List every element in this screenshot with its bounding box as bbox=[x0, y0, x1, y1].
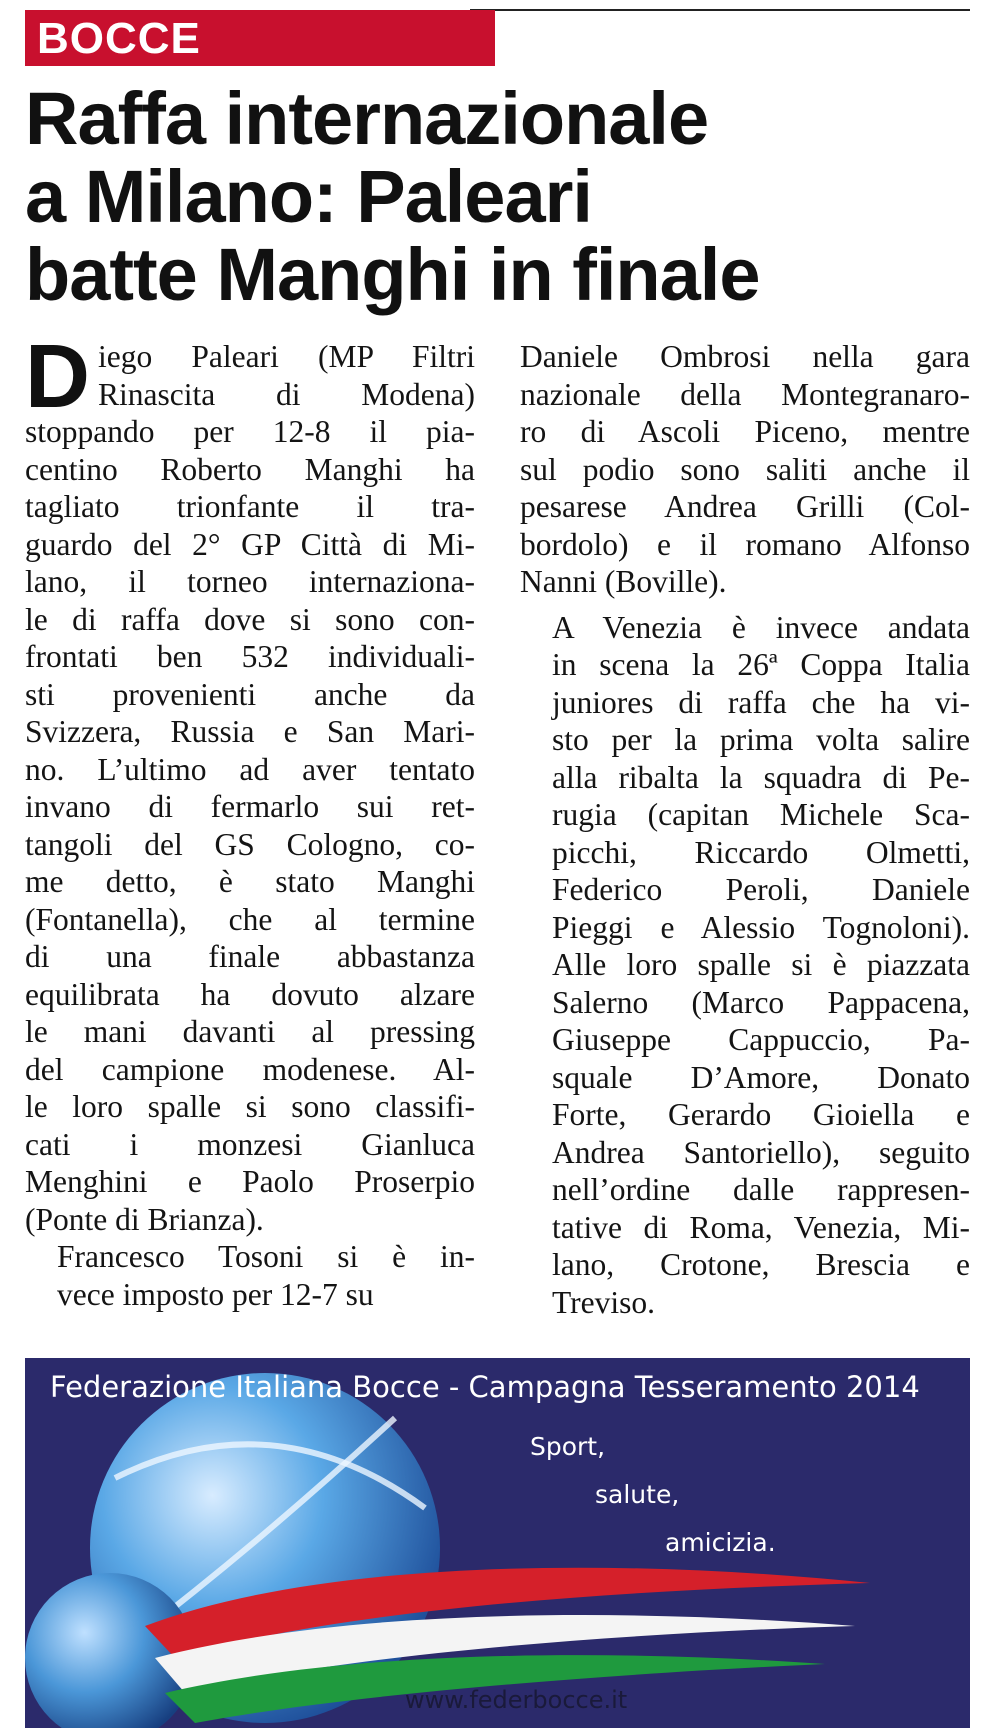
advertisement-banner[interactable] bbox=[25, 1358, 970, 1728]
article-line: di una finale abbastanza bbox=[25, 939, 475, 974]
article-line: centino Roberto Manghi ha bbox=[25, 451, 475, 487]
ad-artwork bbox=[25, 1358, 970, 1728]
article-line: sul podio sono saliti anche il bbox=[520, 451, 970, 487]
article-line: in scena la 26ª Coppa Italia bbox=[552, 647, 970, 682]
article-line: nazionale della Montegranaro- bbox=[520, 376, 970, 412]
headline-line: a Milano: Paleari bbox=[25, 155, 592, 238]
article-line: stoppando per 12-8 il pia- bbox=[25, 414, 475, 449]
headline-line: Raffa internazionale bbox=[25, 77, 709, 160]
headline-line: batte Manghi in finale bbox=[25, 233, 760, 316]
article-line: Daniele Ombrosi nella gara bbox=[520, 339, 970, 374]
article-line: Nanni (Boville). bbox=[520, 564, 727, 599]
article-line: A Venezia è invece andata bbox=[552, 609, 970, 645]
article-line: vece imposto per 12-7 su bbox=[57, 1276, 374, 1312]
ad-title: Federazione Italiana Bocce - Campagna Tesseramento 2014 bbox=[50, 1370, 920, 1404]
ad-slogan-salute: salute, bbox=[595, 1480, 680, 1509]
article-paragraph bbox=[25, 327, 475, 1238]
article-line: cati i monzesi Gianluca bbox=[25, 1126, 475, 1162]
article-line: tative di Roma, Venezia, Mi- bbox=[552, 1209, 970, 1245]
article-line: alla ribalta la squadra di Pe- bbox=[552, 759, 970, 795]
ad-slogan-sport: Sport, bbox=[530, 1432, 606, 1461]
article-line: Forte, Gerardo Gioiella e bbox=[552, 1097, 970, 1132]
article-paragraph bbox=[520, 609, 970, 1322]
ad-slogan-amicizia: amicizia. bbox=[665, 1528, 776, 1557]
article-line: lano, Crotone, Brescia e bbox=[552, 1247, 970, 1282]
article-line: le loro spalle si sono classifi- bbox=[25, 1089, 475, 1124]
article-line: me detto, è stato Manghi bbox=[25, 864, 475, 899]
article-line: Giuseppe Cappuccio, Pa- bbox=[552, 1022, 970, 1057]
article-line: sti provenienti anche da bbox=[25, 676, 475, 712]
article-line: rugia (capitan Michele Sca- bbox=[552, 797, 970, 832]
article-line: Francesco Tosoni si è in- bbox=[57, 1239, 475, 1274]
article-line: Federico Peroli, Daniele bbox=[552, 872, 970, 907]
article-line: le di raffa dove si sono con- bbox=[25, 601, 475, 637]
article-line: Svizzera, Russia e San Mari- bbox=[25, 714, 475, 749]
article-line: equilibrata ha dovuto alzare bbox=[25, 976, 475, 1012]
article-line: Menghini e Paolo Proserpio bbox=[25, 1164, 475, 1199]
article-line: invano di fermarlo sui ret- bbox=[25, 789, 475, 824]
article-line: bordolo) e il romano Alfonso bbox=[520, 526, 970, 562]
article-line: squale D’Amore, Donato bbox=[552, 1059, 970, 1095]
article-column-left bbox=[25, 327, 475, 1313]
section-tag bbox=[25, 10, 495, 66]
article-line: Pieggi e Alessio Tognoloni). bbox=[552, 909, 970, 945]
article-line: pesarese Andrea Grilli (Col- bbox=[520, 489, 970, 524]
article-line: Alle loro spalle si è piazzata bbox=[552, 947, 970, 982]
article-line: le mani davanti al pressing bbox=[25, 1014, 475, 1049]
headline bbox=[25, 77, 975, 316]
article-line: (Ponte di Brianza). bbox=[25, 1201, 264, 1237]
top-rule bbox=[470, 9, 970, 11]
article-line: sto per la prima volta salire bbox=[552, 722, 970, 757]
article-line: Salerno (Marco Pappacena, bbox=[552, 984, 970, 1020]
ad-url-link[interactable]: www.federbocce.it bbox=[405, 1686, 628, 1714]
article-line: Rinascita di Modena) bbox=[98, 376, 475, 412]
article-column-right bbox=[520, 338, 970, 1321]
article-line: del campione modenese. Al- bbox=[25, 1051, 475, 1087]
article-line: tangoli del GS Cologno, co- bbox=[25, 826, 475, 862]
drop-cap: D bbox=[25, 327, 90, 427]
article-line: picchi, Riccardo Olmetti, bbox=[552, 834, 970, 870]
section-label: BOCCE bbox=[37, 14, 201, 63]
article-line: no. L’ultimo ad aver tentato bbox=[25, 751, 475, 787]
article-line: nell’ordine dalle rappresen- bbox=[552, 1172, 970, 1207]
article-line: juniores di raffa che ha vi- bbox=[552, 684, 970, 720]
article-paragraph bbox=[25, 1238, 475, 1313]
article-line: ro di Ascoli Piceno, mentre bbox=[520, 414, 970, 449]
article-line: Treviso. bbox=[552, 1284, 655, 1320]
article-line: Andrea Santoriello), seguito bbox=[552, 1134, 970, 1170]
article-paragraph bbox=[520, 338, 970, 601]
article-line: lano, il torneo internaziona- bbox=[25, 564, 475, 599]
article-line: guardo del 2° GP Città di Mi- bbox=[25, 526, 475, 562]
article-line: iego Paleari (MP Filtri bbox=[98, 339, 475, 374]
article-line: tagliato trionfante il tra- bbox=[25, 489, 475, 524]
article-line: frontati ben 532 individuali- bbox=[25, 639, 475, 674]
article-line: (Fontanella), che al termine bbox=[25, 901, 475, 937]
